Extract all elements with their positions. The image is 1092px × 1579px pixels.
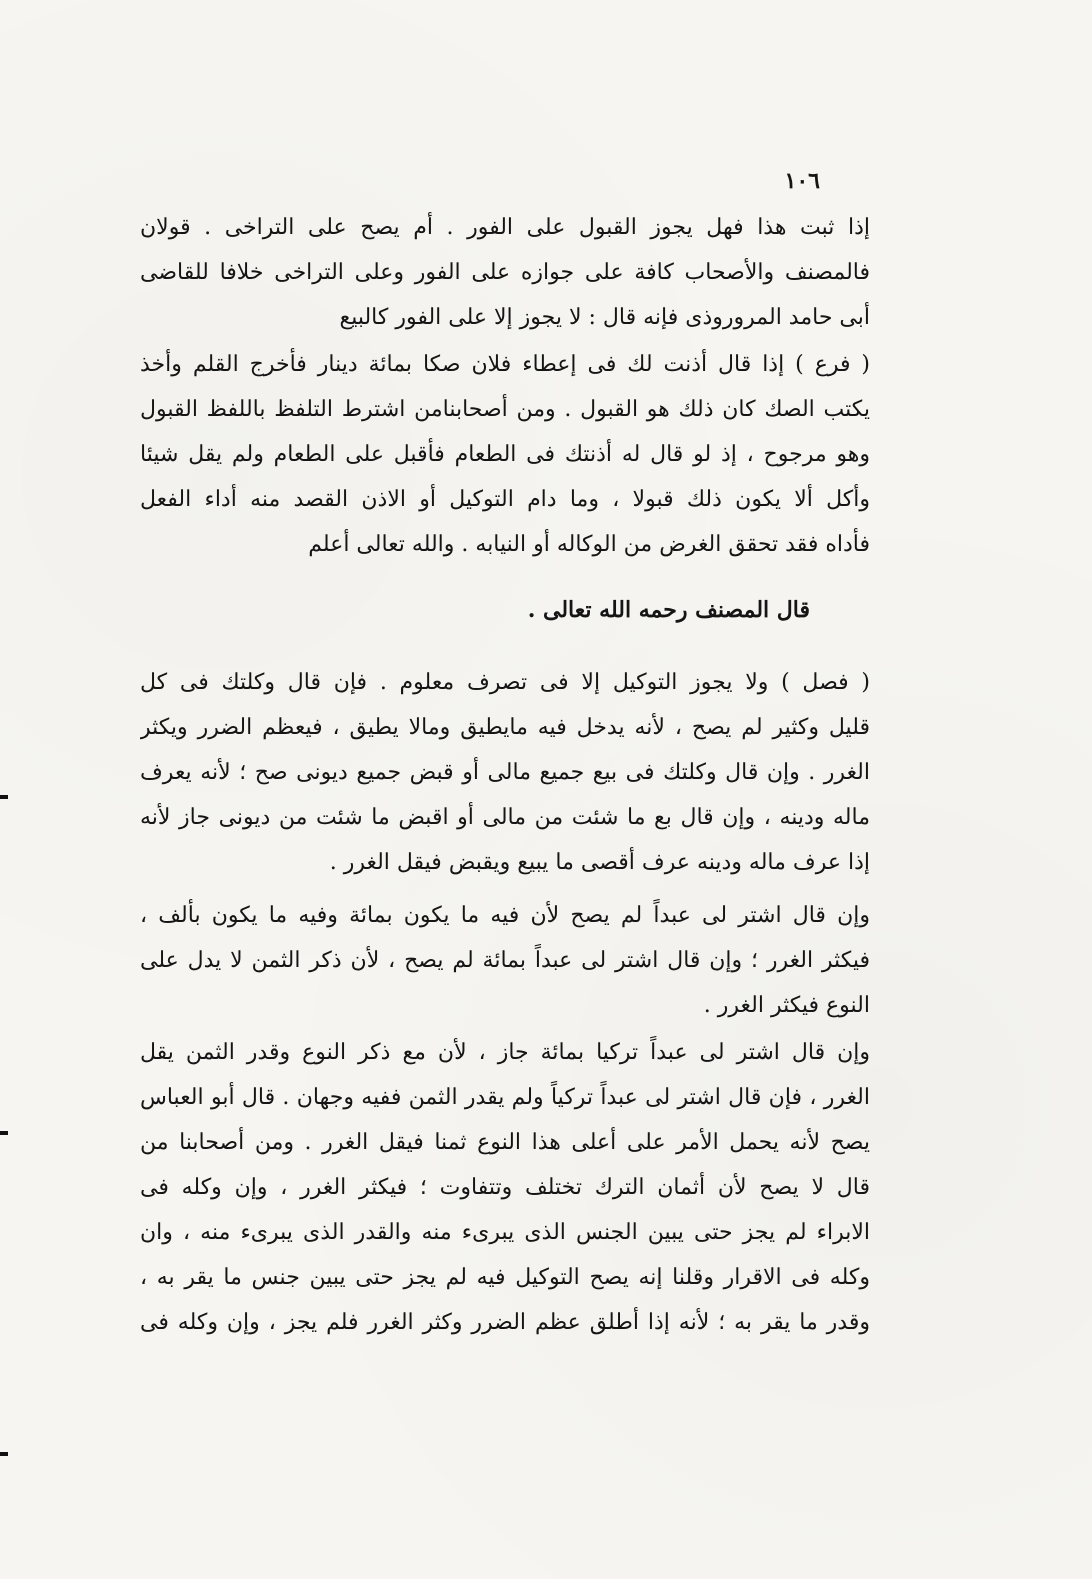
scan-edge-mark [0, 795, 8, 799]
text-line: ماله ودينه ، وإن قال بع ما شئت من مالى أو اقبض ما شئت من ديونى جاز لأنه [140, 805, 870, 830]
paragraph-slave-purchase [140, 893, 870, 1028]
scan-edge-mark [0, 1131, 8, 1135]
text-line: ( فرع ) إذا قال أذنت لك فى إعطاء فلان صكا بمائة دينار فأخرج القلم وأخذ [140, 352, 870, 377]
text-line: الغرر . وإن قال وكلتك فى بيع جميع مالى أو قبض جميع ديونى صح ؛ لأنه يعرف [140, 760, 870, 785]
text-line: وهو مرجوح ، إذ لو قال له أذنتك فى الطعام فأقبل على الطعام ولم يقل شيئا [140, 442, 870, 467]
text-line: إذا عرف ماله ودينه عرف أقصى ما يبيع ويقبض فيقل الغرر . [329, 850, 870, 875]
text-line: الابراء لم يجز حتى يبين الجنس الذى يبرىء منه والقدر الذى يبرىء منه ، وان [140, 1220, 870, 1245]
text-line: الغرر ، فإن قال اشتر لى عبداً تركياً ولم يقدر الثمن ففيه وجهان . قال أبو العباس [140, 1085, 870, 1110]
text-line: ( فصل ) ولا يجوز التوكيل إلا فى تصرف معلوم . فإن قال وكلتك فى كل [140, 670, 870, 695]
text-line: يكتب الصك كان ذلك هو القبول . ومن أصحابنامن اشترط التلفظ باللفظ القبول [140, 397, 870, 422]
text-line: فالمصنف والأصحاب كافة على جوازه على الفور وعلى التراخى خلافا للقاضى [140, 260, 870, 285]
text-line: وقدر ما يقر به ؛ لأنه إذا أطلق عظم الضرر وكثر الغرر فلم يجز ، وإن وكله فى [140, 1310, 870, 1335]
paragraph-fasl [140, 660, 870, 885]
text-line: يصح لأنه يحمل الأمر على أعلى هذا النوع ثمنا فيقل الغرر . ومن أصحابنا من [140, 1130, 870, 1155]
text-line: فيكثر الغرر ؛ وإن قال اشتر لى عبداً بمائة لم يصح ، لأن ذكر الثمن لا يدل على [140, 948, 870, 973]
section-heading: قال المصنف رحمه الله تعالى . [527, 597, 810, 623]
text-line: قليل وكثير لم يصح ، لأنه يدخل فيه مايطيق ومالا يطيق ، فيعظم الضرر ويكثر [140, 715, 870, 740]
text-line: أبى حامد المروروذى فإنه قال : لا يجوز إلا على الفور كالبيع [339, 305, 870, 330]
paragraph-turkish-slave [140, 1030, 870, 1345]
text-line: وأكل ألا يكون ذلك قبولا ، وما دام التوكيل أو الاذن القصد منه أداء الفعل [140, 487, 870, 512]
text-line: قال لا يصح لأن أثمان الترك تختلف وتتفاوت ؛ فيكثر الغرر ، وإن وكله فى [140, 1175, 870, 1200]
paragraph-acceptance-timing [140, 205, 870, 340]
paragraph-far [140, 342, 870, 567]
text-line: النوع فيكثر الغرر . [703, 993, 870, 1018]
text-line: وإن قال اشتر لى عبداً لم يصح لأن فيه ما يكون بمائة وفيه ما يكون بألف ، [140, 903, 870, 928]
scan-edge-mark [0, 1452, 8, 1456]
text-line: إذا ثبت هذا فهل يجوز القبول على الفور . أم يصح على التراخى . قولان [140, 215, 870, 240]
text-line: وإن قال اشتر لى عبداً تركيا بمائة جاز ، لأن مع ذكر النوع وقدر الثمن يقل [140, 1040, 870, 1065]
text-line: فأداه فقد تحقق الغرض من الوكاله أو النيابه . والله تعالى أعلم [308, 532, 870, 557]
page-number: ١٠٦ [784, 168, 820, 194]
text-line: وكله فى الاقرار وقلنا إنه يصح التوكيل فيه لم يجز حتى يبين جنس ما يقر به ، [140, 1265, 870, 1290]
